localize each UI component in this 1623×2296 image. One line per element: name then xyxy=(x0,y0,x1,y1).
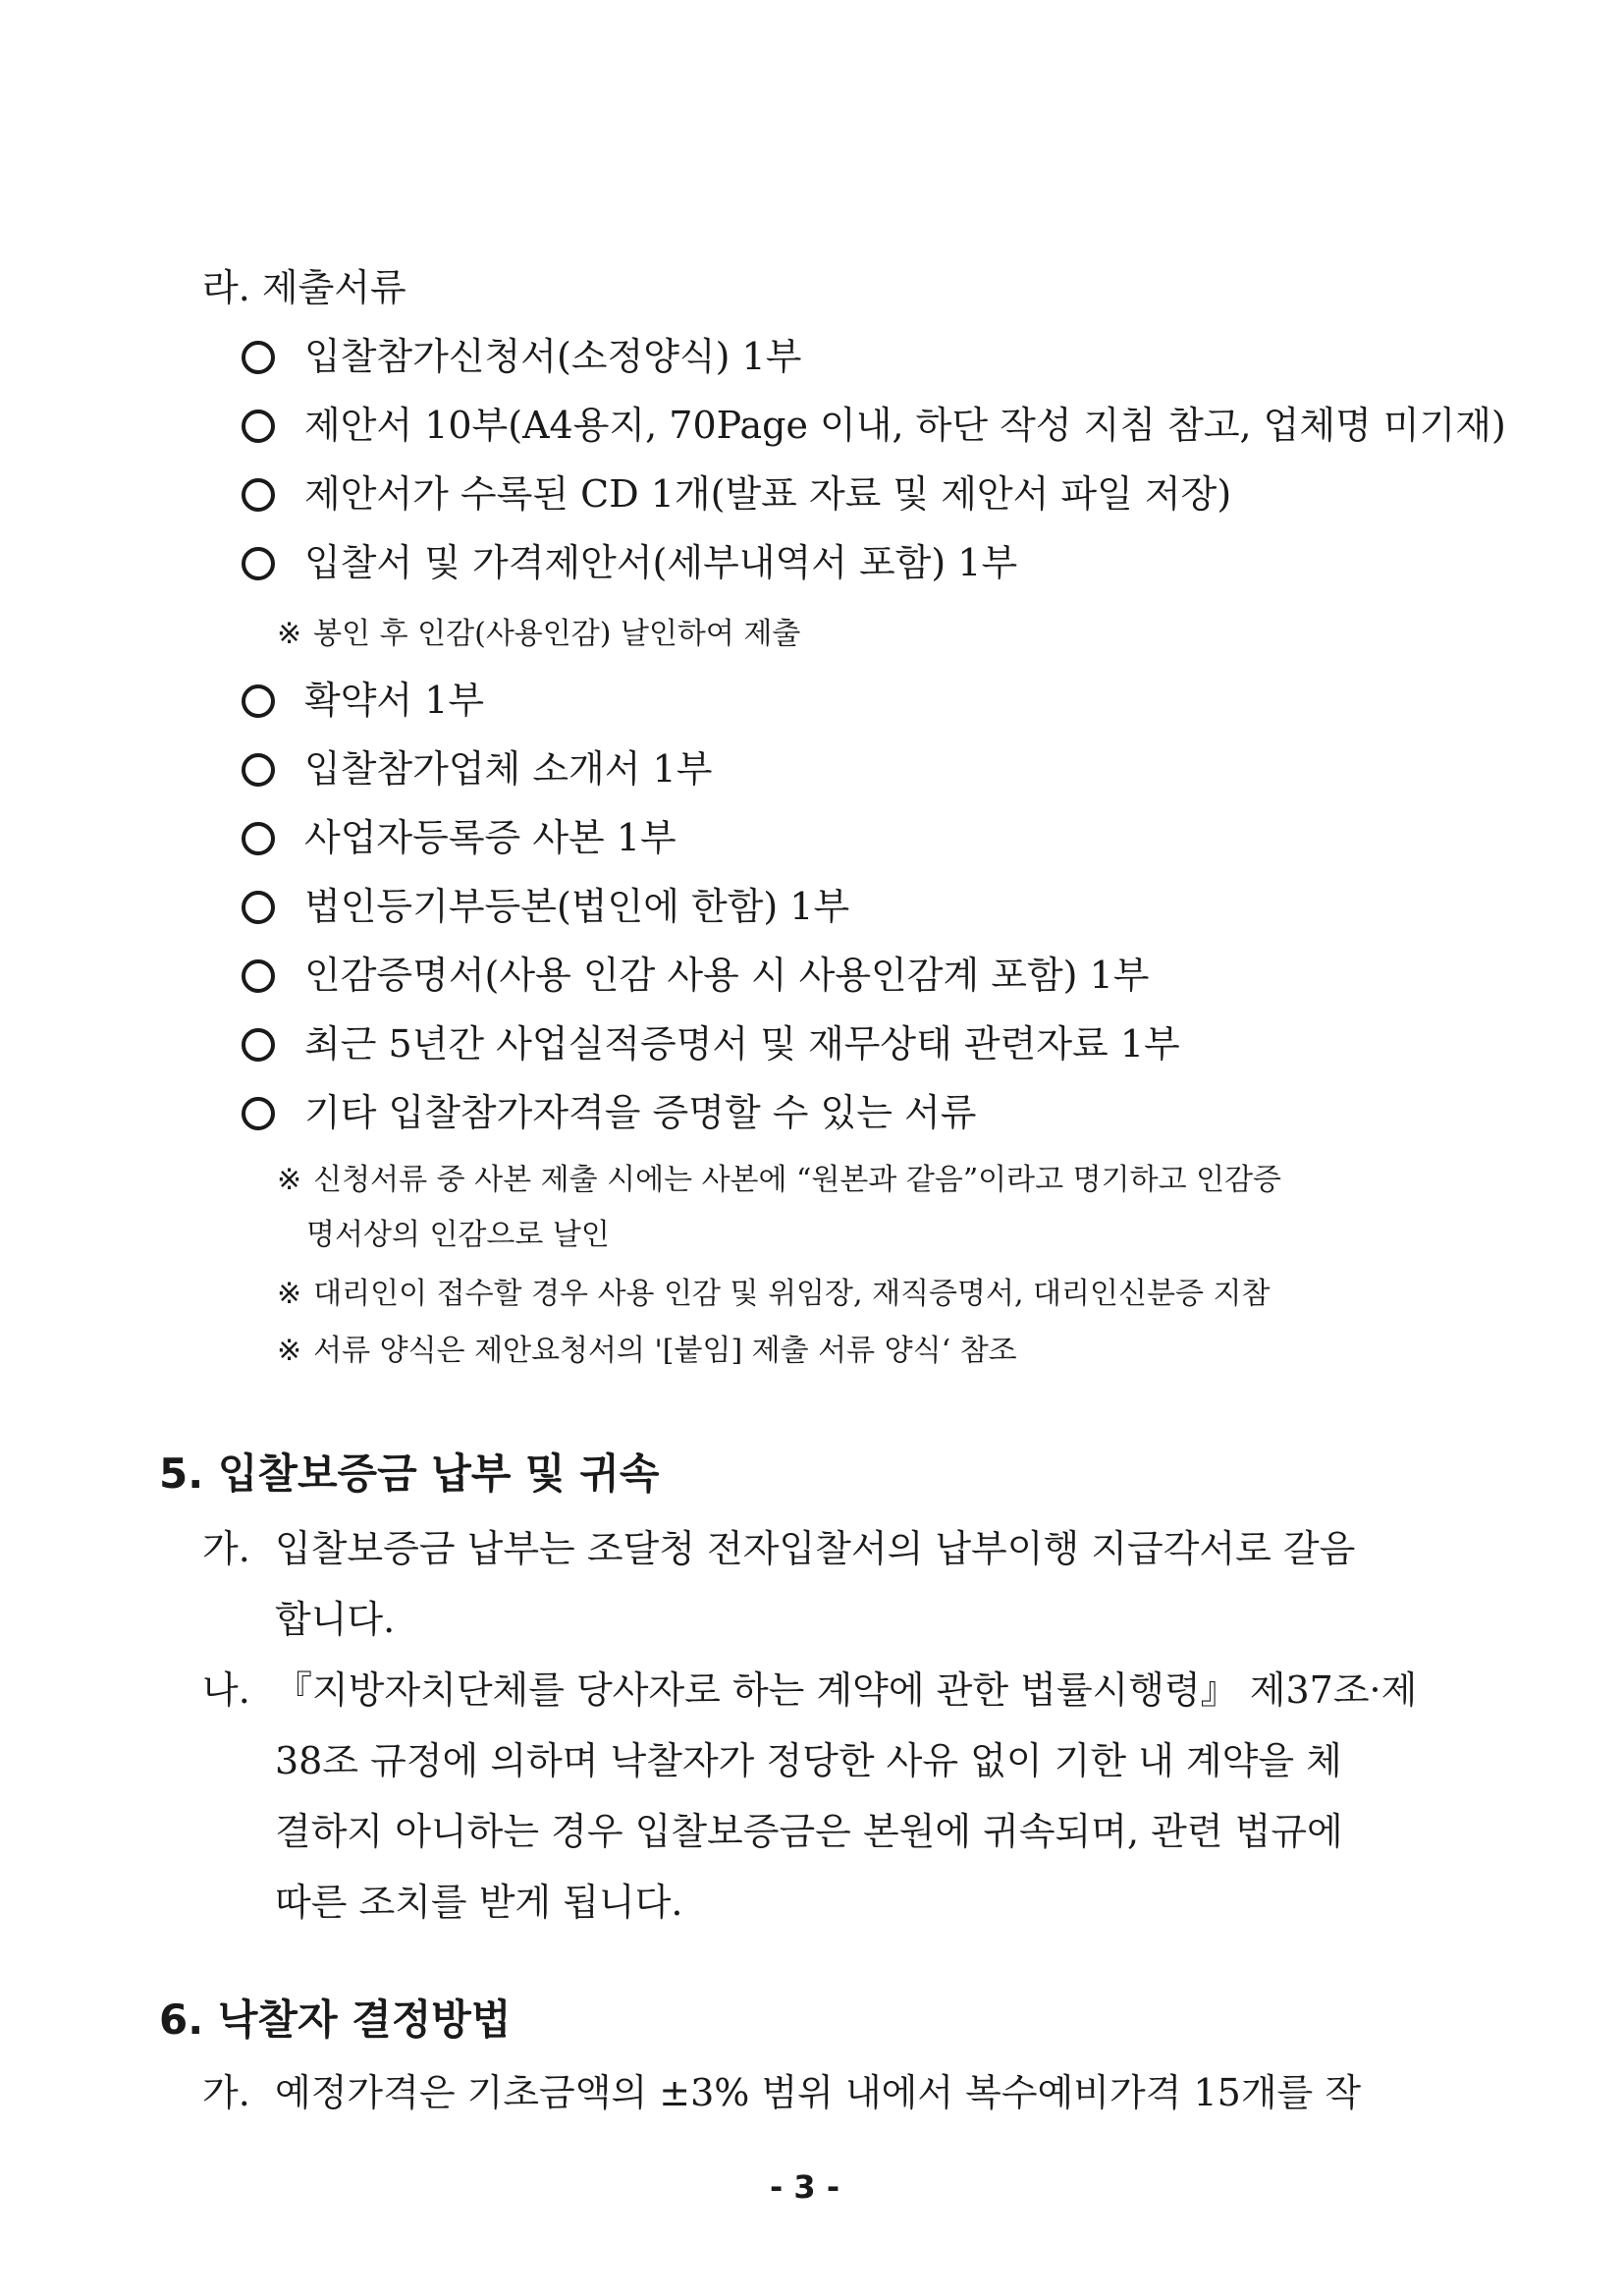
list-item: 기타 입찰참가자격을 증명할 수 있는 서류 xyxy=(242,1082,976,1136)
section-5-ga-label: 가. xyxy=(202,1527,250,1570)
section-6-ga-line: 예정가격은 기초금액의 ±3% 범위 내에서 복수예비가격 15개를 작 xyxy=(275,2071,1362,2114)
section-5-ga-line: 합니다. xyxy=(275,1598,396,1641)
note-agent: ※ 대리인이 접수할 경우 사용 인감 및 위임장, 재직증명서, 대리인신분증 지참 xyxy=(277,1277,1271,1311)
section-5-na-line: 38조 규정에 의하며 낙찰자가 정당한 사유 없이 기한 내 계약을 체 xyxy=(275,1739,1342,1782)
circle-bullet-icon xyxy=(242,410,275,443)
list-item: 확약서 1부 xyxy=(242,670,484,724)
section-5-na-label: 나. xyxy=(202,1668,250,1712)
list-item: 사업자등록증 사본 1부 xyxy=(242,807,676,861)
section-6-heading: 6. 낙찰자 결정방법 xyxy=(159,1995,512,2044)
section-5-ga-line: 입찰보증금 납부는 조달청 전자입찰서의 납부이행 지급각서로 갈음 xyxy=(275,1527,1356,1570)
circle-bullet-icon xyxy=(242,891,275,924)
circle-bullet-icon xyxy=(242,959,275,993)
section-5-na-line: 『지방자치단체를 당사자로 하는 계약에 관한 법률시행령』 제37조·제 xyxy=(275,1668,1418,1712)
circle-bullet-icon xyxy=(242,1097,275,1130)
note-forms: ※ 서류 양식은 제안요청서의 '[붙임] 제출 서류 양식‘ 참조 xyxy=(277,1334,1017,1368)
page-number: - 3 - xyxy=(770,2168,840,2206)
circle-bullet-icon xyxy=(242,822,275,855)
list-item: 제안서가 수록된 CD 1개(발표 자료 및 제안서 파일 저장) xyxy=(242,464,1231,518)
list-item: 입찰참가신청서(소정양식) 1부 xyxy=(242,326,801,380)
note-copy-cont: 명서상의 인감으로 날인 xyxy=(306,1218,610,1252)
circle-bullet-icon xyxy=(242,1028,275,1062)
section-6-ga-label: 가. xyxy=(202,2071,250,2114)
list-item: 최근 5년간 사업실적증명서 및 재무상태 관련자료 1부 xyxy=(242,1013,1180,1067)
note-copy: ※ 신청서류 중 사본 제출 시에는 사본에 “원본과 같음”이라고 명기하고 인감증 xyxy=(277,1163,1282,1197)
circle-bullet-icon xyxy=(242,341,275,374)
list-item: 입찰서 및 가격제안서(세부내역서 포함) 1부 xyxy=(242,532,1017,586)
list-item: 제안서 10부(A4용지, 70Page 이내, 하단 작성 지침 참고, 업체명 미기재) xyxy=(242,395,1506,449)
circle-bullet-icon xyxy=(242,478,275,512)
list-item: 입찰참가업체 소개서 1부 xyxy=(242,738,712,793)
note-seal: ※ 봉인 후 인감(사용인감) 날인하여 제출 xyxy=(277,617,801,651)
section-5-na-line: 결하지 아니하는 경우 입찰보증금은 본원에 귀속되며, 관련 법규에 xyxy=(275,1810,1343,1853)
circle-bullet-icon xyxy=(242,753,275,787)
list-item: 법인등기부등본(법인에 한함) 1부 xyxy=(242,876,849,930)
section-5-heading: 5. 입찰보증금 납부 및 귀속 xyxy=(159,1449,660,1498)
circle-bullet-icon xyxy=(242,547,275,580)
circle-bullet-icon xyxy=(242,684,275,718)
sub-heading: 라. 제출서류 xyxy=(202,266,406,309)
list-item: 인감증명서(사용 인감 사용 시 사용인감계 포함) 1부 xyxy=(242,945,1149,999)
section-5-na-line: 따른 조치를 받게 됩니다. xyxy=(275,1881,683,1924)
